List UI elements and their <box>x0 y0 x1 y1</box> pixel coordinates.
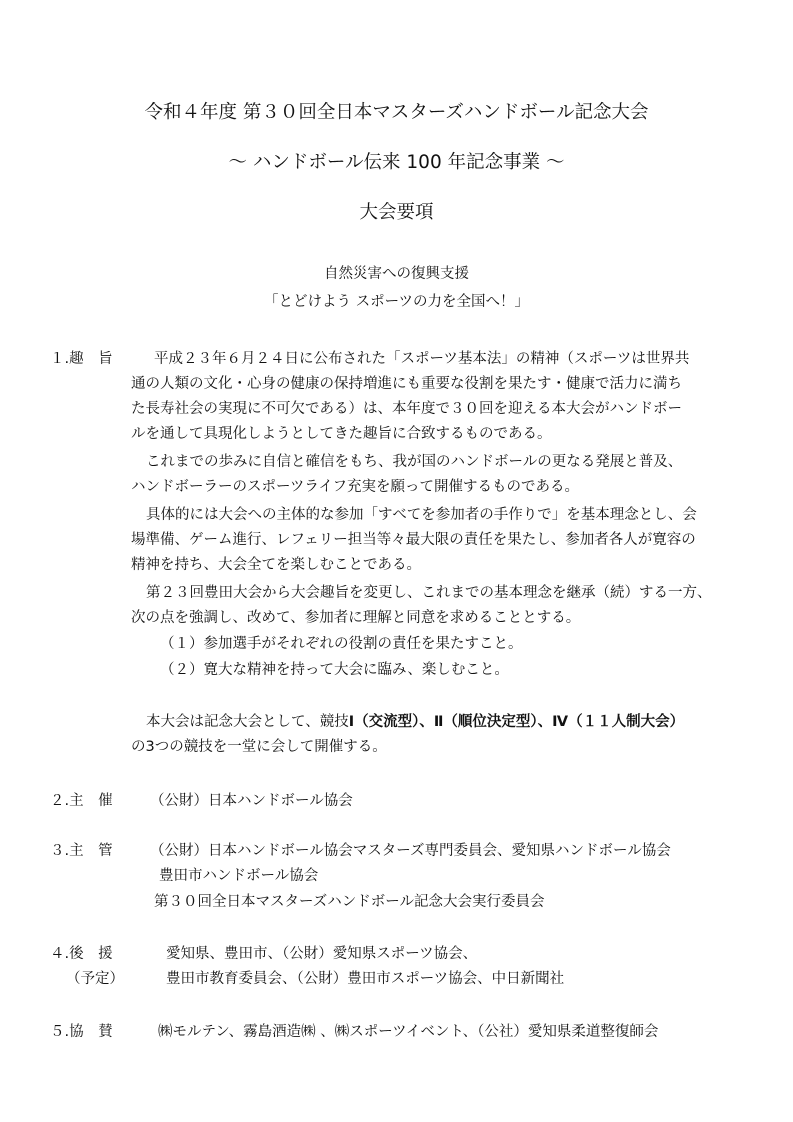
document-title: 令和４年度 第３０回全日本マスターズハンドボール記念大会 <box>144 102 649 123</box>
purpose-paragraph-line: ハンドボーラーのスポーツライフ充実を願って開催するものである。 <box>131 479 580 495</box>
document-subtitle: ～ ハンドボール伝来 100 年記念事業 ～ <box>228 152 565 173</box>
management-line: 第３０回全日本マスターズハンドボール記念大会実行委員会 <box>154 894 545 910</box>
purpose-paragraph-line: 通の人類の文化・心身の健康の保持増進にも重要な役割を果たす・健康で活力に満ち <box>131 376 682 392</box>
sponsors-value: ㈱モルテン、霧島酒造㈱ 、㈱スポーツイベント、（公社）愛知県柔道整復師会 <box>158 1024 659 1040</box>
purpose-point-1: （１）参加選手がそれぞれの役割の責任を果たすこと。 <box>160 636 523 652</box>
purpose-point-2: （２）寛大な精神を持って大会に臨み、楽しむこと。 <box>160 662 509 678</box>
support-line: 愛知県、豊田市、（公財）愛知県スポーツ協会、 <box>166 946 478 962</box>
purpose-paragraph-line: ルを通して具現化しようとしてきた趣旨に合致するものである。 <box>131 426 552 442</box>
section-management-label: ３.主 管 <box>50 843 113 859</box>
document-type-heading: 大会要項 <box>359 202 434 223</box>
section-sponsors-label: ５.協 賛 <box>50 1024 113 1040</box>
support-line: 豊田市教育委員会、（公財）豊田市スポーツ協会、中日新聞社 <box>166 971 565 987</box>
purpose-paragraph-line: た長寿社会の実現に不可欠である）は、本年度で３０回を迎える本大会がハンドボー <box>131 401 682 417</box>
management-line: 豊田市ハンドボール協会 <box>159 868 319 884</box>
competition-types: Ⅰ（交流型）、Ⅱ（順位決定型）、Ⅳ（１１人制大会） <box>348 714 685 730</box>
purpose-paragraph-line: これまでの歩みに自信と確信をもち、我が国のハンドボールの更なる発展と普及、 <box>146 454 683 470</box>
competition-line-1 <box>146 712 684 732</box>
purpose-paragraph-line: 平成２３年６月２４日に公布された「スポーツ基本法」の精神（スポーツは世界共 <box>154 351 690 367</box>
purpose-paragraph-line: 場準備、ゲーム進行、レフェリー担当等々最大限の責任を果たし、参加者各人が寛容の <box>131 532 696 548</box>
section-support-sublabel: （予定） <box>66 971 124 987</box>
purpose-paragraph-line: 精神を持ち、大会全てを楽しむことである。 <box>131 557 421 573</box>
competition-prefix: 本大会は記念大会として、競技 <box>146 714 349 730</box>
purpose-paragraph-line: 次の点を強調し、改めて、参加者に理解と同意を求めることとする。 <box>131 610 581 626</box>
purpose-paragraph-line: 具体的には大会への主体的な参加「すべてを参加者の手作りで」を基本理念とし、会 <box>146 507 697 523</box>
organizer-value: （公財）日本ハンドボール協会 <box>150 793 353 809</box>
section-purpose-label: １.趣 旨 <box>50 351 113 367</box>
slogan-line-1: 自然災害への復興支援 <box>324 266 469 282</box>
purpose-paragraph-line: 第２３回豊田大会から大会趣旨を変更し、これまでの基本理念を継承（続）する一方、 <box>146 585 712 601</box>
section-organizer-label: ２.主 催 <box>50 793 113 809</box>
competition-line-2: の3つの競技を一堂に会して開催する。 <box>131 739 387 755</box>
management-line: （公財）日本ハンドボール協会マスターズ専門委員会、愛知県ハンドボール協会 <box>150 843 671 859</box>
slogan-line-2: 「とどけよう スポーツの力を全国へ！」 <box>263 294 530 310</box>
section-support-label: ４.後 援 <box>50 946 113 962</box>
